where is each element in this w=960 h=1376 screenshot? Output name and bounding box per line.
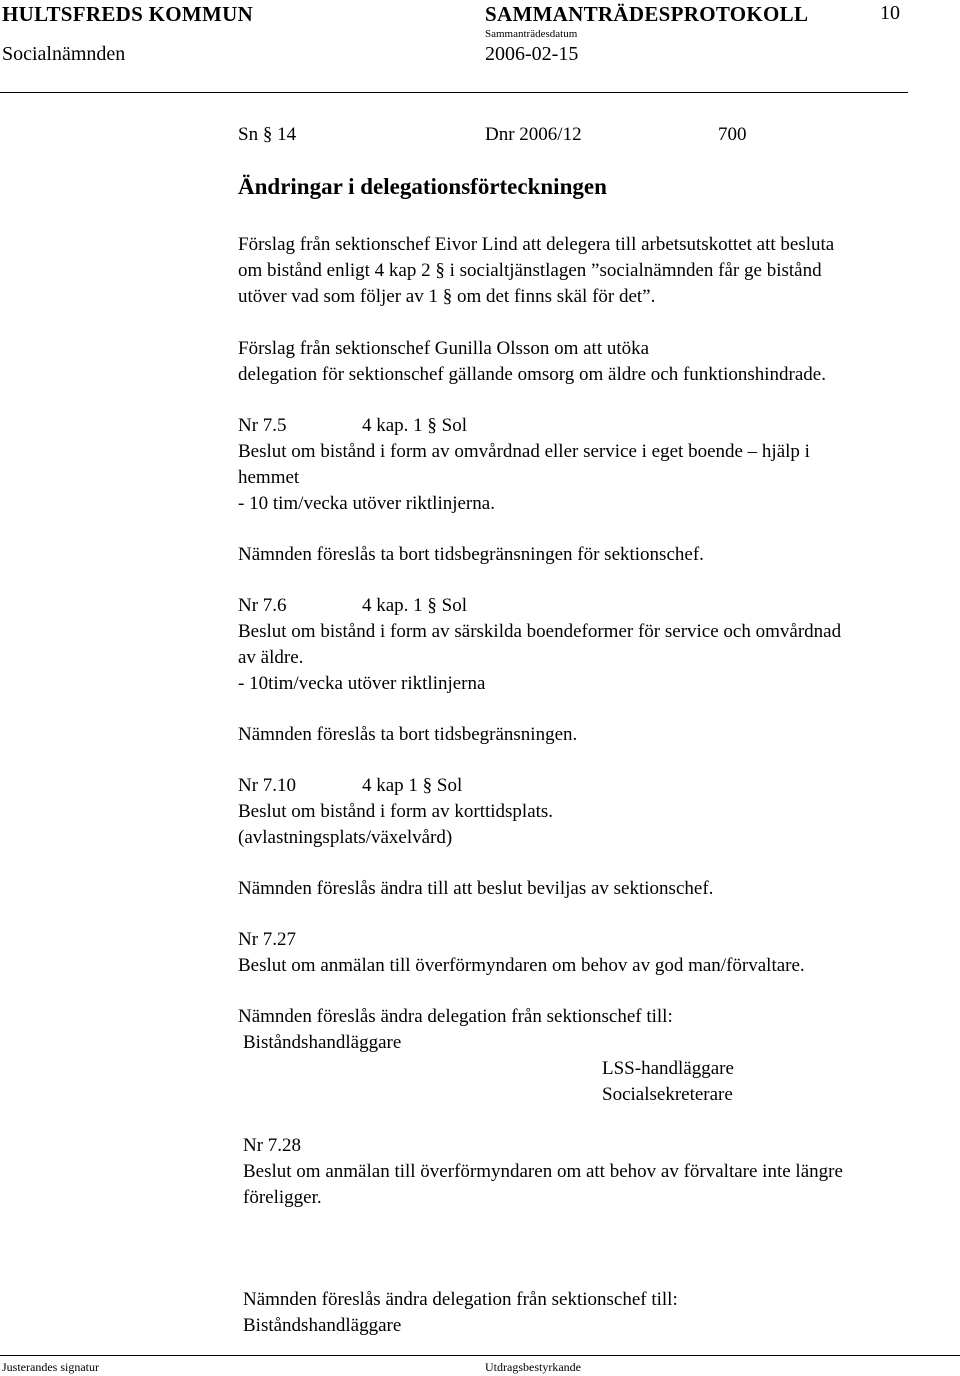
item-7-10-proposal: Nämnden föreslås ändra till att beslut beviljas av sektionschef. bbox=[238, 878, 714, 899]
text-line: hemmet bbox=[238, 467, 300, 488]
role-name: Socialsekreterare bbox=[602, 1084, 733, 1105]
role-name: Biståndshandläggare bbox=[243, 1032, 402, 1053]
item-7-27-description: Beslut om anmälan till överförmyndaren om behov av god man/förvaltare. bbox=[238, 955, 805, 976]
item-7-28-proposal: Nämnden föreslås ändra delegation från sektionschef till: bbox=[243, 1289, 678, 1310]
role-name: LSS-handläggare bbox=[602, 1058, 734, 1079]
item-7-6-proposal: Nämnden föreslås ta bort tidsbegränsningen. bbox=[238, 724, 578, 745]
signature-label: Justerandes signatur bbox=[2, 1360, 99, 1374]
text-line: Förslag från sektionschef Gunilla Olsson om att utöka bbox=[238, 338, 650, 359]
text-line: Förslag från sektionschef Eivor Lind att delegera till arbetsutskottet att besluta bbox=[238, 234, 835, 255]
text-line: Beslut om bistånd i form av omvårdnad eller service i eget boende – hjälp i bbox=[238, 441, 810, 462]
text-line: - 10tim/vecka utöver riktlinjerna bbox=[238, 673, 486, 694]
meeting-date: 2006-02-15 bbox=[485, 43, 579, 65]
text-line: Beslut om bistånd i form av korttidsplats. bbox=[238, 801, 554, 822]
item-7-28-description bbox=[243, 1159, 843, 1211]
section-ref: Sn § 14 bbox=[238, 124, 297, 145]
archive-code: 700 bbox=[718, 124, 747, 145]
item-7-6-description bbox=[238, 619, 841, 697]
item-7-5-proposal: Nämnden föreslås ta bort tidsbegränsningen för sektionschef. bbox=[238, 544, 704, 565]
text-line: delegation för sektionschef gällande omsorg om äldre och funktionshindrade. bbox=[238, 364, 826, 385]
paragraph-proposal-lind bbox=[238, 232, 834, 310]
date-label: Sammanträdesdatum bbox=[485, 28, 578, 40]
item-law-ref: 4 kap 1 § Sol bbox=[362, 775, 463, 796]
header-rule bbox=[0, 92, 908, 93]
certified-extract-label: Utdragsbestyrkande bbox=[485, 1360, 581, 1374]
item-number: Nr 7.10 bbox=[238, 775, 297, 796]
paragraph-proposal-olsson bbox=[238, 336, 826, 388]
role-name: Biståndshandläggare bbox=[243, 1315, 402, 1336]
item-law-ref: 4 kap. 1 § Sol bbox=[362, 595, 468, 616]
item-number: Nr 7.6 bbox=[238, 595, 287, 616]
item-7-27-proposal: Nämnden föreslås ändra delegation från sektionschef till: bbox=[238, 1006, 673, 1027]
item-number: Nr 7.27 bbox=[238, 929, 297, 950]
page-title: Ändringar i delegationsförteckningen bbox=[238, 174, 607, 199]
text-line: om bistånd enligt 4 kap 2 § i socialtjänstlagen ”socialnämnden får ge bistånd bbox=[238, 260, 822, 281]
page-number: 10 bbox=[880, 2, 900, 24]
item-7-5-description bbox=[238, 439, 810, 517]
text-line: föreligger. bbox=[243, 1187, 322, 1208]
committee-name: Socialnämnden bbox=[2, 43, 126, 65]
text-line: (avlastningsplats/växelvård) bbox=[238, 827, 453, 848]
text-line: Beslut om bistånd i form av särskilda boendeformer för service och omvårdnad bbox=[238, 621, 842, 642]
text-line: Beslut om anmälan till överförmyndaren om att behov av förvaltare inte längre bbox=[243, 1161, 843, 1182]
item-number: Nr 7.5 bbox=[238, 415, 287, 436]
footer-rule bbox=[0, 1355, 960, 1356]
dnr-ref: Dnr 2006/12 bbox=[485, 124, 582, 145]
item-7-10-description bbox=[238, 799, 553, 851]
text-line: - 10 tim/vecka utöver riktlinjerna. bbox=[238, 493, 495, 514]
text-line: av äldre. bbox=[238, 647, 304, 668]
item-number: Nr 7.28 bbox=[243, 1135, 302, 1156]
org-name: HULTSFREDS KOMMUN bbox=[2, 2, 254, 26]
item-law-ref: 4 kap. 1 § Sol bbox=[362, 415, 468, 436]
text-line: utöver vad som följer av 1 § om det finns skäl för det”. bbox=[238, 286, 656, 307]
document-type: SAMMANTRÄDESPROTOKOLL bbox=[485, 2, 809, 26]
